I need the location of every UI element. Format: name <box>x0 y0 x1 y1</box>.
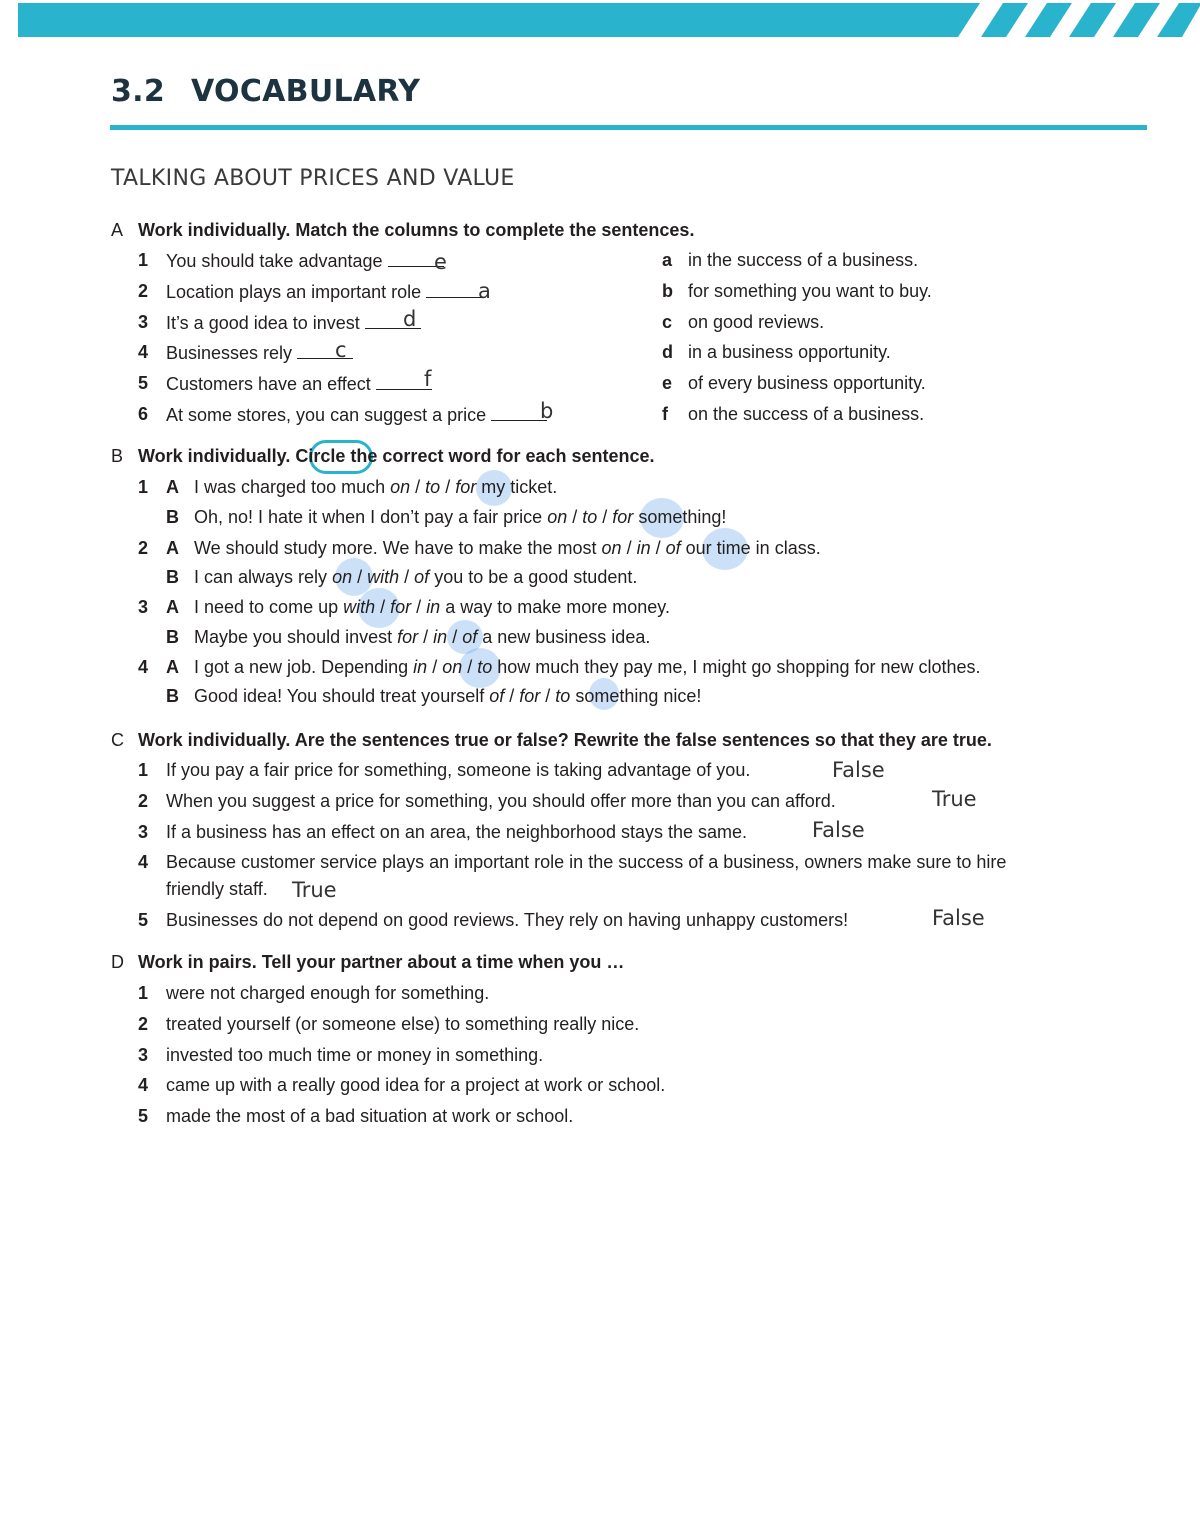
match-right-letter: f <box>662 404 668 424</box>
item-number: 2 <box>138 791 149 811</box>
option-word[interactable]: for <box>455 477 477 497</box>
item-text: If you pay a fair price for something, someone is taking advantage of you. <box>166 760 751 780</box>
exercise-letter: A <box>111 220 124 240</box>
item-text: I can always rely <box>194 567 328 587</box>
instruction-circled-word: Circle <box>295 446 346 466</box>
item-text: invested too much time or money in something. <box>166 1045 544 1065</box>
handwritten-answer: b <box>540 399 554 423</box>
item-text: We should study more. We have to make the most <box>194 538 597 558</box>
item-text: our time in class. <box>685 538 821 558</box>
exercise-letter: C <box>111 730 124 750</box>
exercise-letter: D <box>111 952 124 972</box>
item-text: something nice! <box>575 686 702 706</box>
item-number: 5 <box>138 1106 149 1126</box>
item-text: Businesses rely <box>166 343 293 363</box>
answer-blank[interactable] <box>426 279 482 298</box>
item-sub-label: B <box>166 507 179 527</box>
item-number: 2 <box>138 281 149 301</box>
option-word[interactable]: in <box>426 597 441 617</box>
item-sub-label: A <box>166 477 179 497</box>
item-text: At some stores, you can suggest a price <box>166 405 487 425</box>
item-sub-label: A <box>166 597 179 617</box>
option-word[interactable]: of <box>489 686 505 706</box>
item-text: my ticket. <box>481 477 558 497</box>
item-text: a way to make more money. <box>445 597 670 617</box>
option-word[interactable]: of <box>462 627 478 647</box>
item-text: treated yourself (or someone else) to something really nice. <box>166 1014 640 1034</box>
option-word[interactable]: for <box>612 507 634 527</box>
page-title <box>111 74 420 109</box>
item-number: 6 <box>138 404 149 424</box>
item-number: 3 <box>138 597 149 617</box>
option-word[interactable]: on <box>390 477 411 497</box>
item-text: a new business idea. <box>482 627 651 647</box>
header-stripe-bar <box>0 0 1200 40</box>
item-number: 2 <box>138 538 149 558</box>
option-word[interactable]: on <box>442 657 463 677</box>
item-text: Businesses do not depend on good reviews. They rely on having unhappy customers! <box>166 910 849 930</box>
match-right-letter: e <box>662 373 673 393</box>
item-text: something! <box>638 507 727 527</box>
item-text: I was charged too much <box>194 477 386 497</box>
item-number: 1 <box>138 983 149 1003</box>
handwritten-answer: c <box>335 338 347 362</box>
item-text: It’s a good idea to invest <box>166 313 360 333</box>
option-word[interactable]: of <box>665 538 681 558</box>
handwritten-answer: d <box>403 307 417 331</box>
match-right-text: for something you want to buy. <box>688 281 932 301</box>
item-sub-label: B <box>166 567 179 587</box>
item-number: 4 <box>138 342 149 362</box>
item-text: I need to come up <box>194 597 339 617</box>
match-right-text: in a business opportunity. <box>688 342 891 362</box>
item-number: 3 <box>138 1045 149 1065</box>
item-number: 5 <box>138 910 149 930</box>
item-text: how much they pay me, I might go shopping for new clothes. <box>497 657 981 677</box>
match-right-text: on good reviews. <box>688 312 825 332</box>
item-number: 2 <box>138 1014 149 1034</box>
item-text: If a business has an effect on an area, the neighborhood stays the same. <box>166 822 748 842</box>
item-number: 1 <box>138 250 149 270</box>
item-number: 1 <box>138 760 149 780</box>
item-number: 1 <box>138 477 149 497</box>
option-word[interactable]: on <box>547 507 568 527</box>
item-text: I got a new job. Depending <box>194 657 409 677</box>
option-word[interactable]: for <box>390 597 412 617</box>
handwritten-answer: False <box>932 906 985 930</box>
handwritten-answer: False <box>832 758 885 782</box>
item-sub-label: B <box>166 686 179 706</box>
exercise-instruction: Work individually. Are the sentences true or false? Rewrite the false sentences so that they are true. <box>138 730 992 750</box>
match-right-letter: a <box>662 250 673 270</box>
item-text: made the most of a bad situation at work or school. <box>166 1106 574 1126</box>
handwritten-answer: True <box>932 787 977 811</box>
handwritten-answer: False <box>812 818 865 842</box>
item-text: Good idea! You should treat yourself <box>194 686 485 706</box>
item-text: You should take advantage <box>166 251 383 271</box>
option-word[interactable]: in <box>636 538 651 558</box>
item-text: Because customer service plays an important role in the success of a business, owners make sure to hire <box>166 852 1007 872</box>
instruction-part: the correct word for each sentence. <box>350 446 655 466</box>
item-number: 3 <box>138 312 149 332</box>
option-word[interactable]: to <box>477 657 493 677</box>
match-right-text: in the success of a business. <box>688 250 919 270</box>
item-text: came up with a really good idea for a project at work or school. <box>166 1075 666 1095</box>
item-text-continued: friendly staff. <box>166 879 268 899</box>
match-right-letter: b <box>662 281 673 301</box>
item-sub-label: B <box>166 627 179 647</box>
handwritten-answer: e <box>434 250 447 274</box>
item-number: 4 <box>138 1075 149 1095</box>
exercise-instruction: Work in pairs. Tell your partner about a time when you … <box>138 952 625 972</box>
item-text: When you suggest a price for something, you should offer more than you can afford. <box>166 791 836 811</box>
item-text: Oh, no! I hate it when I don’t pay a fair price <box>194 507 543 527</box>
unit-name: VOCABULARY <box>191 74 421 109</box>
exercise-instruction: Work individually. Match the columns to complete the sentences. <box>138 220 695 240</box>
option-word[interactable]: of <box>414 567 430 587</box>
answer-blank[interactable] <box>491 402 547 421</box>
option-word[interactable]: on <box>332 567 353 587</box>
exercise-instruction <box>138 444 655 468</box>
option-word[interactable]: on <box>601 538 622 558</box>
match-right-text: on the success of a business. <box>688 404 925 424</box>
item-number: 3 <box>138 822 149 842</box>
item-number: 4 <box>138 852 149 872</box>
item-text: were not charged enough for something. <box>166 983 490 1003</box>
option-word[interactable]: in <box>413 657 428 677</box>
item-text: Maybe you should invest <box>194 627 393 647</box>
unit-number: 3.2 <box>111 74 166 109</box>
option-word[interactable]: to <box>555 686 571 706</box>
item-text: Customers have an effect <box>166 374 371 394</box>
match-right-letter: d <box>662 342 673 362</box>
option-word[interactable]: with <box>343 597 376 617</box>
option-word[interactable]: for <box>397 627 419 647</box>
handwritten-answer: a <box>478 279 491 303</box>
item-text: Location plays an important role <box>166 282 422 302</box>
match-right-text: of every business opportunity. <box>688 373 926 393</box>
title-divider <box>110 125 1147 130</box>
item-number: 4 <box>138 657 149 677</box>
option-word[interactable]: with <box>367 567 400 587</box>
option-word[interactable]: to <box>425 477 441 497</box>
option-word[interactable]: for <box>519 686 541 706</box>
handwritten-answer: True <box>292 878 337 902</box>
option-word[interactable]: to <box>582 507 598 527</box>
handwritten-answer: f <box>424 367 432 391</box>
item-sub-label: A <box>166 657 179 677</box>
instruction-part: Work individually. <box>138 446 291 466</box>
match-right-letter: c <box>662 312 673 332</box>
option-word[interactable]: in <box>433 627 448 647</box>
exercise-letter: B <box>111 446 124 466</box>
item-number: 5 <box>138 373 149 393</box>
item-text: you to be a good student. <box>434 567 638 587</box>
item-sub-label: A <box>166 538 179 558</box>
section-title: TALKING ABOUT PRICES AND VALUE <box>111 166 515 191</box>
